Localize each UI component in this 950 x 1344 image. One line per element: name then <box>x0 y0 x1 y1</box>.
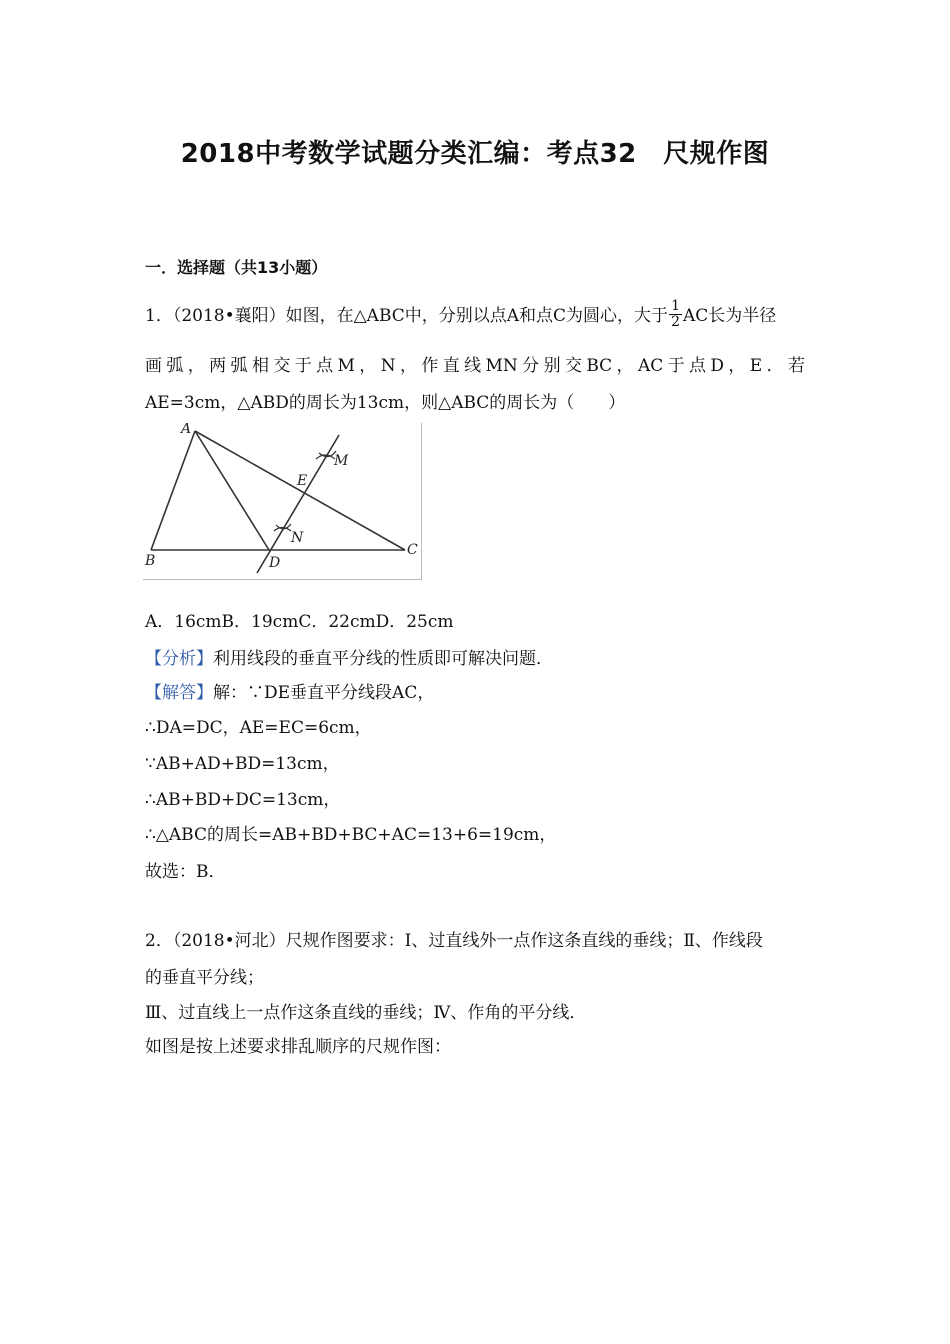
section-heading: 一．选择题（共13小题） <box>145 258 328 277</box>
solution-step-2: ∵AB+AD+BD=13cm， <box>145 754 340 774</box>
label-a: A <box>181 423 192 437</box>
segment-ab <box>151 431 195 550</box>
q2-line-4: 如图是按上述要求排乱顺序的尺规作图： <box>145 1037 451 1057</box>
fraction-denominator: 2 <box>671 314 680 330</box>
q1-line-3: AE=3cm，△ABD的周长为13cm，则△ABC的周长为（ ） <box>145 393 626 413</box>
solution-step-5: 故选：B． <box>145 862 226 882</box>
fraction-numerator: 1 <box>671 298 680 314</box>
q2-line-2: 的垂直平分线； <box>145 968 264 988</box>
solution-step-3: ∴AB+BD+DC=13cm， <box>145 790 341 810</box>
label-b: B <box>145 553 156 569</box>
q1-analysis <box>145 644 553 669</box>
triangle-diagram <box>143 423 421 579</box>
q1-options: A．16cmB．19cmC．22cmD．25cm <box>145 612 454 632</box>
q2-line-1: 2．（2018•河北）尺规作图要求：Ⅰ、过直线外一点作这条直线的垂线；Ⅱ、作线段 <box>145 931 763 951</box>
solution-step-1: ∴DA=DC，AE=EC=6cm， <box>145 718 372 738</box>
q1-line-1 <box>145 298 777 332</box>
fraction-one-half <box>669 299 682 330</box>
analysis-tag: 【分析】 <box>145 649 213 669</box>
solution-step-4: ∴△ABC的周长=AB+BD+BC+AC=13+6=19cm， <box>145 825 557 845</box>
label-c: C <box>407 542 418 558</box>
q1-line-2: 画弧，两弧相交于点M，N，作直线MN分别交BC，AC于点D，E．若 <box>145 356 805 376</box>
label-m: M <box>334 453 349 469</box>
page-title: 2018中考数学试题分类汇编：考点32 尺规作图 <box>180 139 770 169</box>
label-e: E <box>297 473 308 489</box>
q1-text-after-fraction: AC长为半径 <box>682 306 777 326</box>
analysis-text: 利用线段的垂直平分线的性质即可解决问题． <box>213 649 553 669</box>
label-n: N <box>291 530 304 546</box>
triangle-construction-figure <box>143 423 422 580</box>
label-d: D <box>269 555 281 571</box>
solution-text: 解：∵DE垂直平分线段AC， <box>213 683 435 703</box>
solution-tag: 【解答】 <box>145 683 213 703</box>
segment-ad <box>195 431 269 550</box>
q1-text-before-fraction: 1．（2018•襄阳）如图，在△ABC中，分别以点A和点C为圆心，大于 <box>145 306 669 326</box>
q1-solution <box>145 678 434 703</box>
q2-line-3: Ⅲ、过直线上一点作这条直线的垂线；Ⅳ、作角的平分线． <box>145 1003 587 1023</box>
